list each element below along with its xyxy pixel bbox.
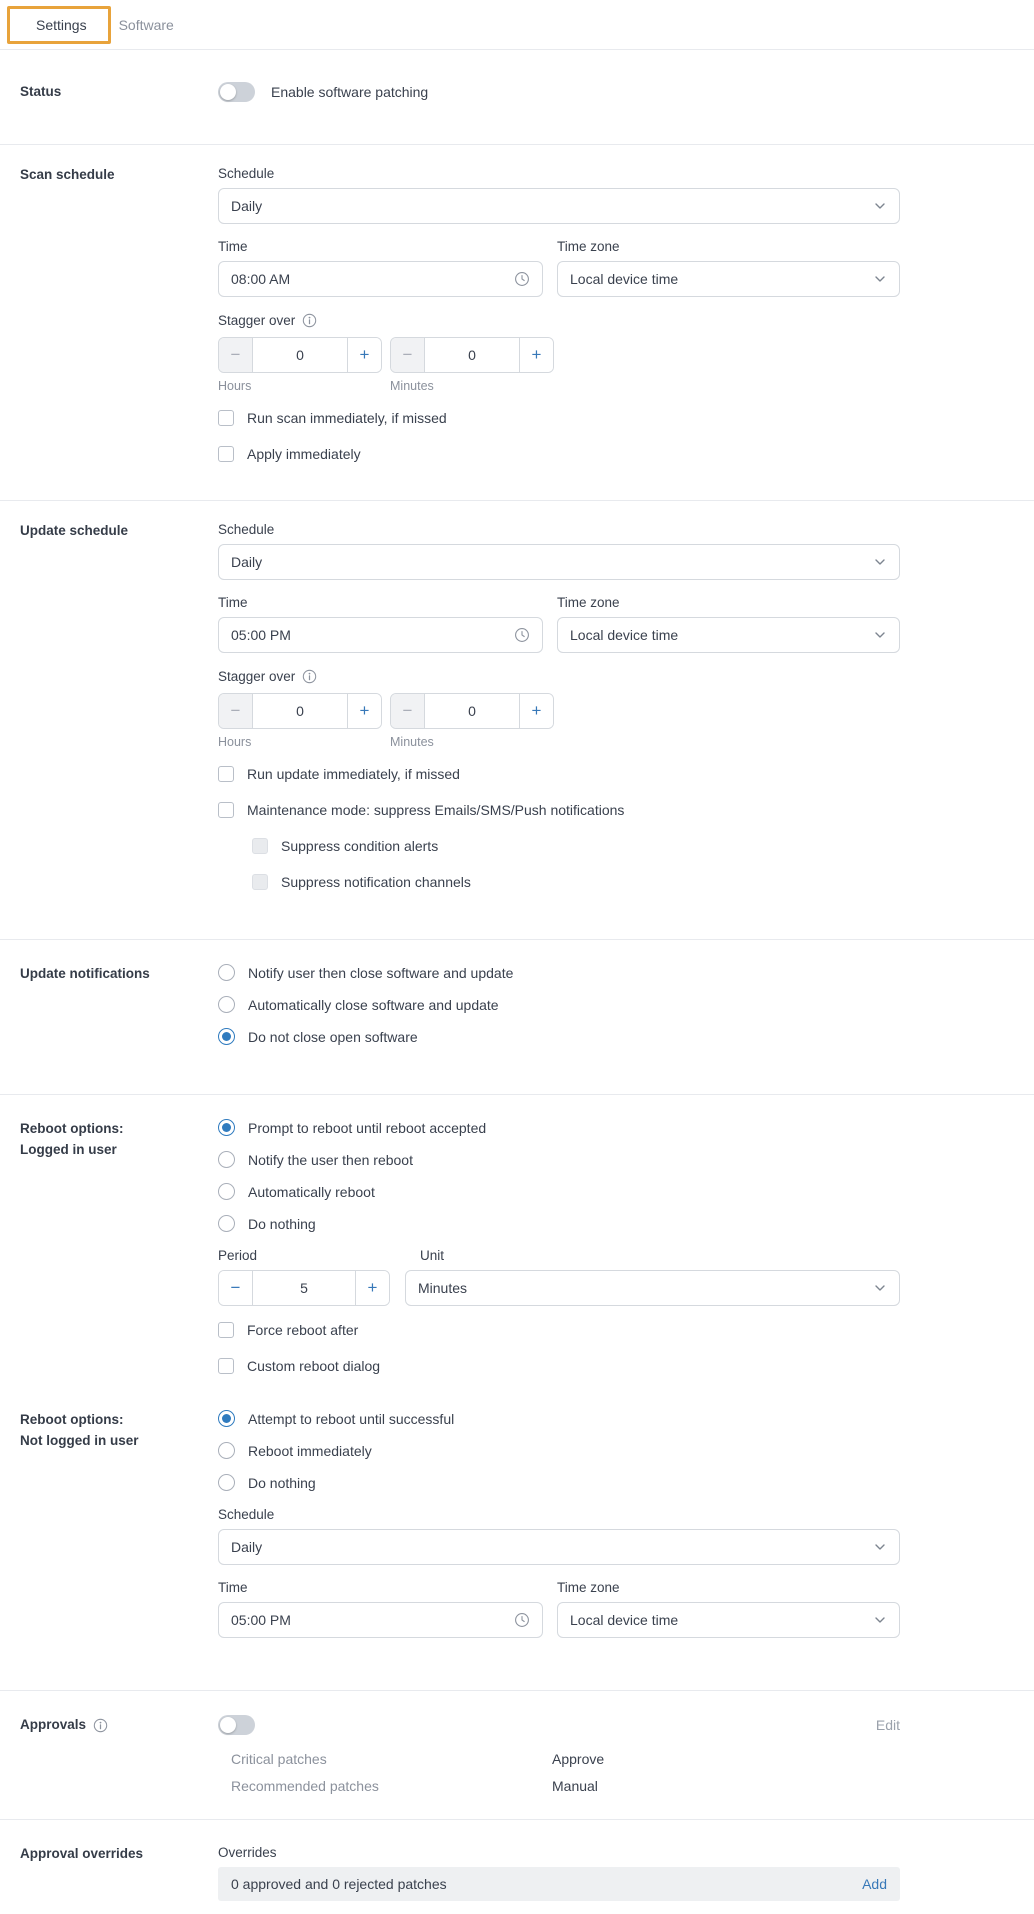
decrement-button[interactable]: −	[219, 694, 253, 728]
increment-button[interactable]: +	[347, 338, 381, 372]
radio-label: Automatically reboot	[248, 1183, 375, 1200]
do-not-close-software-radio[interactable]	[218, 1028, 235, 1045]
radio-label: Attempt to reboot until successful	[248, 1410, 455, 1427]
reboot-immediately-radio[interactable]	[218, 1442, 235, 1459]
radio-label: Notify the user then reboot	[248, 1151, 413, 1168]
period-value: 5	[300, 1279, 308, 1296]
scan-time-input[interactable]	[218, 261, 543, 297]
toggle-label: Enable software patching	[271, 84, 429, 100]
reboot-period-stepper	[218, 1270, 390, 1306]
section-update-notifications	[0, 939, 1034, 1094]
scan-stagger-hours-stepper	[218, 337, 382, 373]
enable-patching-toggle[interactable]	[218, 82, 255, 102]
section-label-status: Status	[20, 84, 62, 99]
suppress-notification-channels-checkbox[interactable]	[252, 874, 268, 890]
time-field-label: Time	[218, 594, 248, 610]
automatically-reboot-radio[interactable]	[218, 1183, 235, 1200]
approval-rule-row	[218, 1751, 900, 1769]
tab-software[interactable]: Software	[118, 16, 174, 33]
notify-user-then-close-radio[interactable]	[218, 964, 235, 981]
auto-close-software-radio[interactable]	[218, 996, 235, 1013]
chevron-down-icon	[873, 628, 887, 642]
section-label-scan-schedule: Scan schedule	[20, 166, 115, 182]
update-timezone-select[interactable]	[557, 617, 900, 653]
do-nothing-radio[interactable]	[218, 1474, 235, 1491]
update-stagger-hours-stepper	[218, 693, 382, 729]
section-approval-overrides	[0, 1819, 1034, 1901]
minutes-value: 0	[468, 346, 476, 363]
hours-sub-label: Hours	[218, 734, 252, 749]
period-field-label: Period	[218, 1247, 258, 1263]
section-label-update-notifications: Update notifications	[20, 965, 150, 981]
update-timezone-value: Local device time	[570, 626, 679, 643]
section-label-approvals: Approvals	[0, 1715, 218, 1805]
scan-stagger-minutes-stepper	[390, 337, 554, 373]
chevron-down-icon	[873, 1613, 887, 1627]
section-label-approval-overrides: Approval overrides	[20, 1845, 144, 1861]
info-icon[interactable]	[302, 669, 317, 684]
update-stagger-minutes-stepper	[390, 693, 554, 729]
timezone-field-label: Time zone	[557, 594, 620, 610]
chevron-down-icon	[873, 555, 887, 569]
scan-schedule-select[interactable]	[218, 188, 900, 224]
apply-immediately-checkbox[interactable]	[218, 446, 234, 462]
run-update-if-missed-checkbox[interactable]	[218, 766, 234, 782]
chevron-down-icon	[873, 199, 887, 213]
update-time-value: 05:00 PM	[231, 626, 291, 643]
checkbox-label: Force reboot after	[247, 1321, 359, 1338]
reboot-unit-select[interactable]	[405, 1270, 900, 1306]
force-reboot-after-checkbox[interactable]	[218, 1322, 234, 1338]
prompt-to-reboot-radio[interactable]	[218, 1119, 235, 1136]
section-reboot-not-logged-in	[0, 1396, 1034, 1690]
decrement-button[interactable]: −	[391, 694, 425, 728]
schedule-field-label: Schedule	[218, 165, 275, 181]
unit-field-label: Unit	[420, 1247, 445, 1263]
section-status	[0, 50, 1034, 144]
checkbox-label: Run update immediately, if missed	[247, 765, 460, 782]
section-label-reboot-not-logged-in: Reboot options: Not logged in user	[20, 1411, 139, 1448]
tab-bar	[0, 0, 1034, 50]
attempt-reboot-until-successful-radio[interactable]	[218, 1410, 235, 1427]
do-nothing-radio[interactable]	[218, 1215, 235, 1232]
chevron-down-icon	[873, 272, 887, 286]
stagger-over-label: Stagger over	[218, 668, 296, 684]
overrides-summary-bar	[218, 1867, 900, 1901]
scan-timezone-select[interactable]	[557, 261, 900, 297]
decrement-button[interactable]: −	[219, 338, 253, 372]
radio-label: Do nothing	[248, 1215, 316, 1232]
increment-button[interactable]: +	[347, 694, 381, 728]
radio-label: Prompt to reboot until reboot accepted	[248, 1119, 487, 1136]
add-link[interactable]: Add	[862, 1875, 887, 1892]
hours-value: 0	[296, 346, 304, 363]
section-update-schedule	[0, 500, 1034, 939]
reboot-time-input[interactable]	[218, 1602, 543, 1638]
section-label-update-schedule: Update schedule	[20, 522, 129, 538]
decrement-button[interactable]: −	[391, 338, 425, 372]
time-field-label: Time	[218, 238, 248, 254]
checkbox-label: Custom reboot dialog	[247, 1357, 381, 1374]
chevron-down-icon	[873, 1540, 887, 1554]
section-label-reboot-logged-in: Reboot options: Logged in user	[20, 1120, 124, 1157]
rule-name: Critical patches	[231, 1750, 327, 1767]
stagger-over-label: Stagger over	[218, 312, 296, 328]
hours-sub-label: Hours	[218, 378, 252, 393]
schedule-field-label: Schedule	[218, 1506, 275, 1522]
toggle-knob	[220, 1717, 236, 1733]
section-approvals	[0, 1690, 1034, 1819]
tab-settings[interactable]: Settings	[36, 16, 87, 33]
increment-button[interactable]: +	[519, 338, 553, 372]
chevron-down-icon	[873, 1281, 887, 1295]
clock-icon	[514, 1612, 530, 1628]
radio-label: Notify user then close software and update	[248, 964, 514, 981]
reboot-schedule-select[interactable]	[218, 1529, 900, 1565]
update-schedule-select[interactable]	[218, 544, 900, 580]
custom-reboot-dialog-checkbox[interactable]	[218, 1358, 234, 1374]
reboot-time-value: 05:00 PM	[231, 1611, 291, 1628]
approvals-toggle[interactable]	[218, 1715, 255, 1735]
overrides-field-label: Overrides	[218, 1844, 277, 1860]
section-scan-schedule	[0, 144, 1034, 500]
info-icon[interactable]	[302, 313, 317, 328]
rule-value: Manual	[552, 1777, 598, 1794]
checkbox-label: Maintenance mode: suppress Emails/SMS/Push notifications	[247, 801, 625, 818]
overrides-summary: 0 approved and 0 rejected patches	[231, 1875, 447, 1892]
section-reboot-logged-in	[0, 1094, 1034, 1396]
checkbox-label: Suppress notification channels	[281, 873, 471, 890]
timezone-field-label: Time zone	[557, 1579, 620, 1595]
run-scan-if-missed-checkbox[interactable]	[218, 410, 234, 426]
timezone-field-label: Time zone	[557, 238, 620, 254]
minutes-sub-label: Minutes	[390, 734, 434, 749]
reboot-timezone-value: Local device time	[570, 1611, 679, 1628]
radio-label: Do nothing	[248, 1474, 316, 1491]
radio-label: Do not close open software	[248, 1028, 418, 1045]
unit-value: Minutes	[418, 1279, 468, 1296]
radio-label: Automatically close software and update	[248, 996, 499, 1013]
edit-link[interactable]: Edit	[875, 1716, 900, 1733]
scan-timezone-value: Local device time	[570, 270, 679, 287]
checkbox-label: Run scan immediately, if missed	[247, 409, 447, 426]
toggle-knob	[220, 84, 236, 100]
update-schedule-value: Daily	[231, 553, 263, 570]
increment-button[interactable]: +	[355, 1271, 389, 1305]
notify-then-reboot-radio[interactable]	[218, 1151, 235, 1168]
schedule-field-label: Schedule	[218, 521, 275, 537]
increment-button[interactable]: +	[519, 694, 553, 728]
scan-schedule-value: Daily	[231, 197, 263, 214]
checkbox-label: Suppress condition alerts	[281, 837, 439, 854]
info-icon[interactable]	[93, 1718, 108, 1733]
hours-value: 0	[296, 702, 304, 719]
reboot-schedule-value: Daily	[231, 1538, 263, 1555]
radio-label: Reboot immediately	[248, 1442, 372, 1459]
update-time-input[interactable]	[218, 617, 543, 653]
time-field-label: Time	[218, 1579, 248, 1595]
checkbox-label: Apply immediately	[247, 445, 361, 462]
rule-name: Recommended patches	[231, 1777, 379, 1794]
minutes-sub-label: Minutes	[390, 378, 434, 393]
suppress-condition-alerts-checkbox[interactable]	[252, 838, 268, 854]
reboot-timezone-select[interactable]	[557, 1602, 900, 1638]
clock-icon	[514, 627, 530, 643]
approval-rule-row	[218, 1778, 900, 1796]
maintenance-mode-checkbox[interactable]	[218, 802, 234, 818]
decrement-button[interactable]: −	[219, 1271, 253, 1305]
minutes-value: 0	[468, 702, 476, 719]
scan-time-value: 08:00 AM	[231, 270, 291, 287]
rule-value: Approve	[552, 1750, 605, 1767]
clock-icon	[514, 271, 530, 287]
